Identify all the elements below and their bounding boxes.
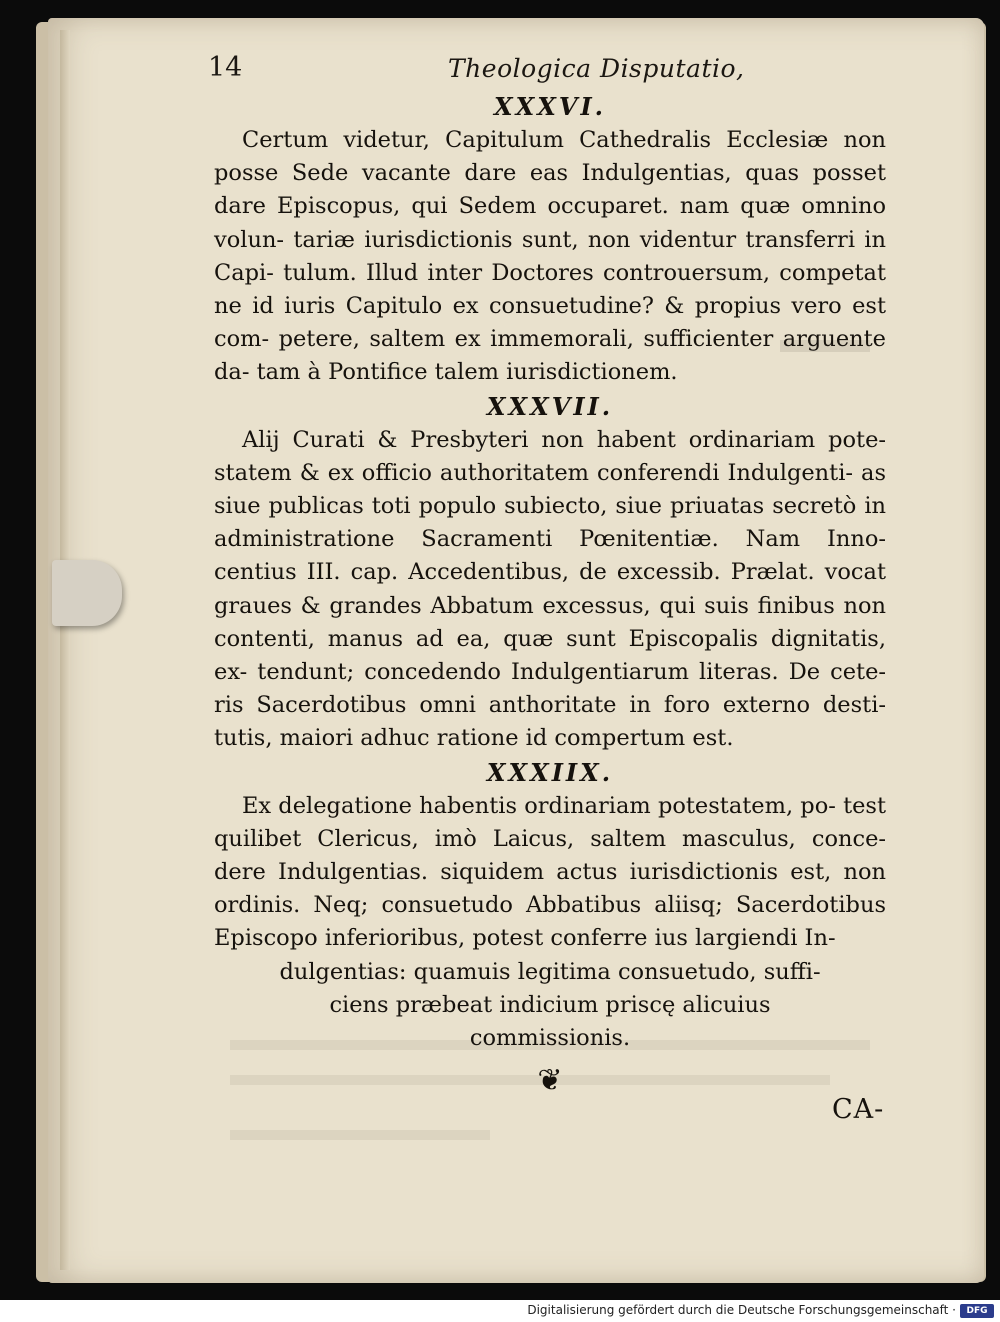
section-text [214,124,886,390]
dfg-logo-icon: DFG [960,1304,994,1318]
text-line: Episcopo inferioribus, potest conferre ius largiendi In- [214,925,836,952]
running-title: Theologica Disputatio, [448,54,745,83]
text-line: ris Sacerdotibus omni anthoritate in foro externo desti- [214,692,886,719]
text-line: centius III. cap. Accedentibus, de excessib. Prælat. vocat [214,559,886,586]
text-line: dere Indulgentias. siquidem actus iurisdictionis est, non [214,859,886,886]
page-header [0,52,1000,92]
show-through-mark [230,1130,490,1140]
section-heading: XXXIIX. [486,757,614,787]
section-xxxvii [214,390,886,756]
text-block [214,90,886,1103]
text-line: dulgentias: quamuis legitima consuetudo, suffi- [279,958,821,985]
text-line: posse Sede vacante dare eas Indulgentias, quas posset dare [214,160,886,220]
bookmark-tab [52,560,122,626]
text-line: Ex delegatione habentis ordinariam potestatem, po- [242,792,836,819]
catchword: CA- [832,1094,885,1125]
page-gutter-shadow [60,30,70,1270]
text-line: statem & ex officio authoritatem conferendi Indulgenti- [214,459,853,486]
section-xxxvi [214,90,886,390]
text-line: Episcopus, qui Sedem occuparet. nam quæ omnino volun- [214,193,886,253]
text-line: as siue publicas toti populo subiecto, siue priuatas secretò [214,459,886,520]
text-line: contenti, manus ad ea, quæ sunt Episcopalis dignitatis, ex- [214,625,886,686]
tailpiece-ornament-icon: ❦ [537,1063,563,1099]
section-text [214,790,886,956]
text-line: tariæ iurisdictionis sunt, non videntur transferri in Capi- [214,226,886,286]
section-text-tapered [214,956,886,1056]
text-line: Alij Curati & Presbyteri non habent ordinariam pote- [242,426,886,453]
text-line: tutis, maiori adhuc ratione id compertum est. [214,725,734,752]
text-line: tam à Pontifice talem iurisdictionem. [256,359,678,386]
page-number: 14 [208,52,243,83]
text-line: tulum. Illud inter Doctores controuersum, competat ne [214,259,886,320]
text-line: petere, saltem ex immemorali, sufficienter arguente da- [214,326,886,386]
section-heading: XXXVII. [486,391,614,421]
text-line: ordinis. Neq; consuetudo Abbatibus aliisq; Sacerdotibus [214,892,886,919]
text-line: Certum videtur, Capitulum Cathedralis Ecclesiæ non [242,127,886,153]
footer-bar [0,1300,1000,1322]
text-line: graues & grandes Abbatum excessus, qui suis finibus non [214,592,886,619]
funding-credit: Digitalisierung gefördert durch die Deutsche Forschungsgemeinschaft · [527,1303,956,1317]
text-line: ciens præbeat indicium priscę alicuius [329,991,771,1018]
section-xxxiix [214,756,886,1056]
text-line: test quilibet Clericus, imò Laicus, saltem masculus, conce- [214,792,887,852]
section-heading: XXXVI. [493,92,607,121]
text-line: id iuris Capitulo ex consuetudine? & propius vero est com- [214,293,887,353]
section-text [214,424,886,756]
text-line: tendunt; concedendo Indulgentiarum literas. De cete- [257,659,886,686]
text-line: commissionis. [469,1025,631,1052]
text-line: in administratione Sacramenti Pœnitentiæ. Nam Inno- [214,493,886,553]
